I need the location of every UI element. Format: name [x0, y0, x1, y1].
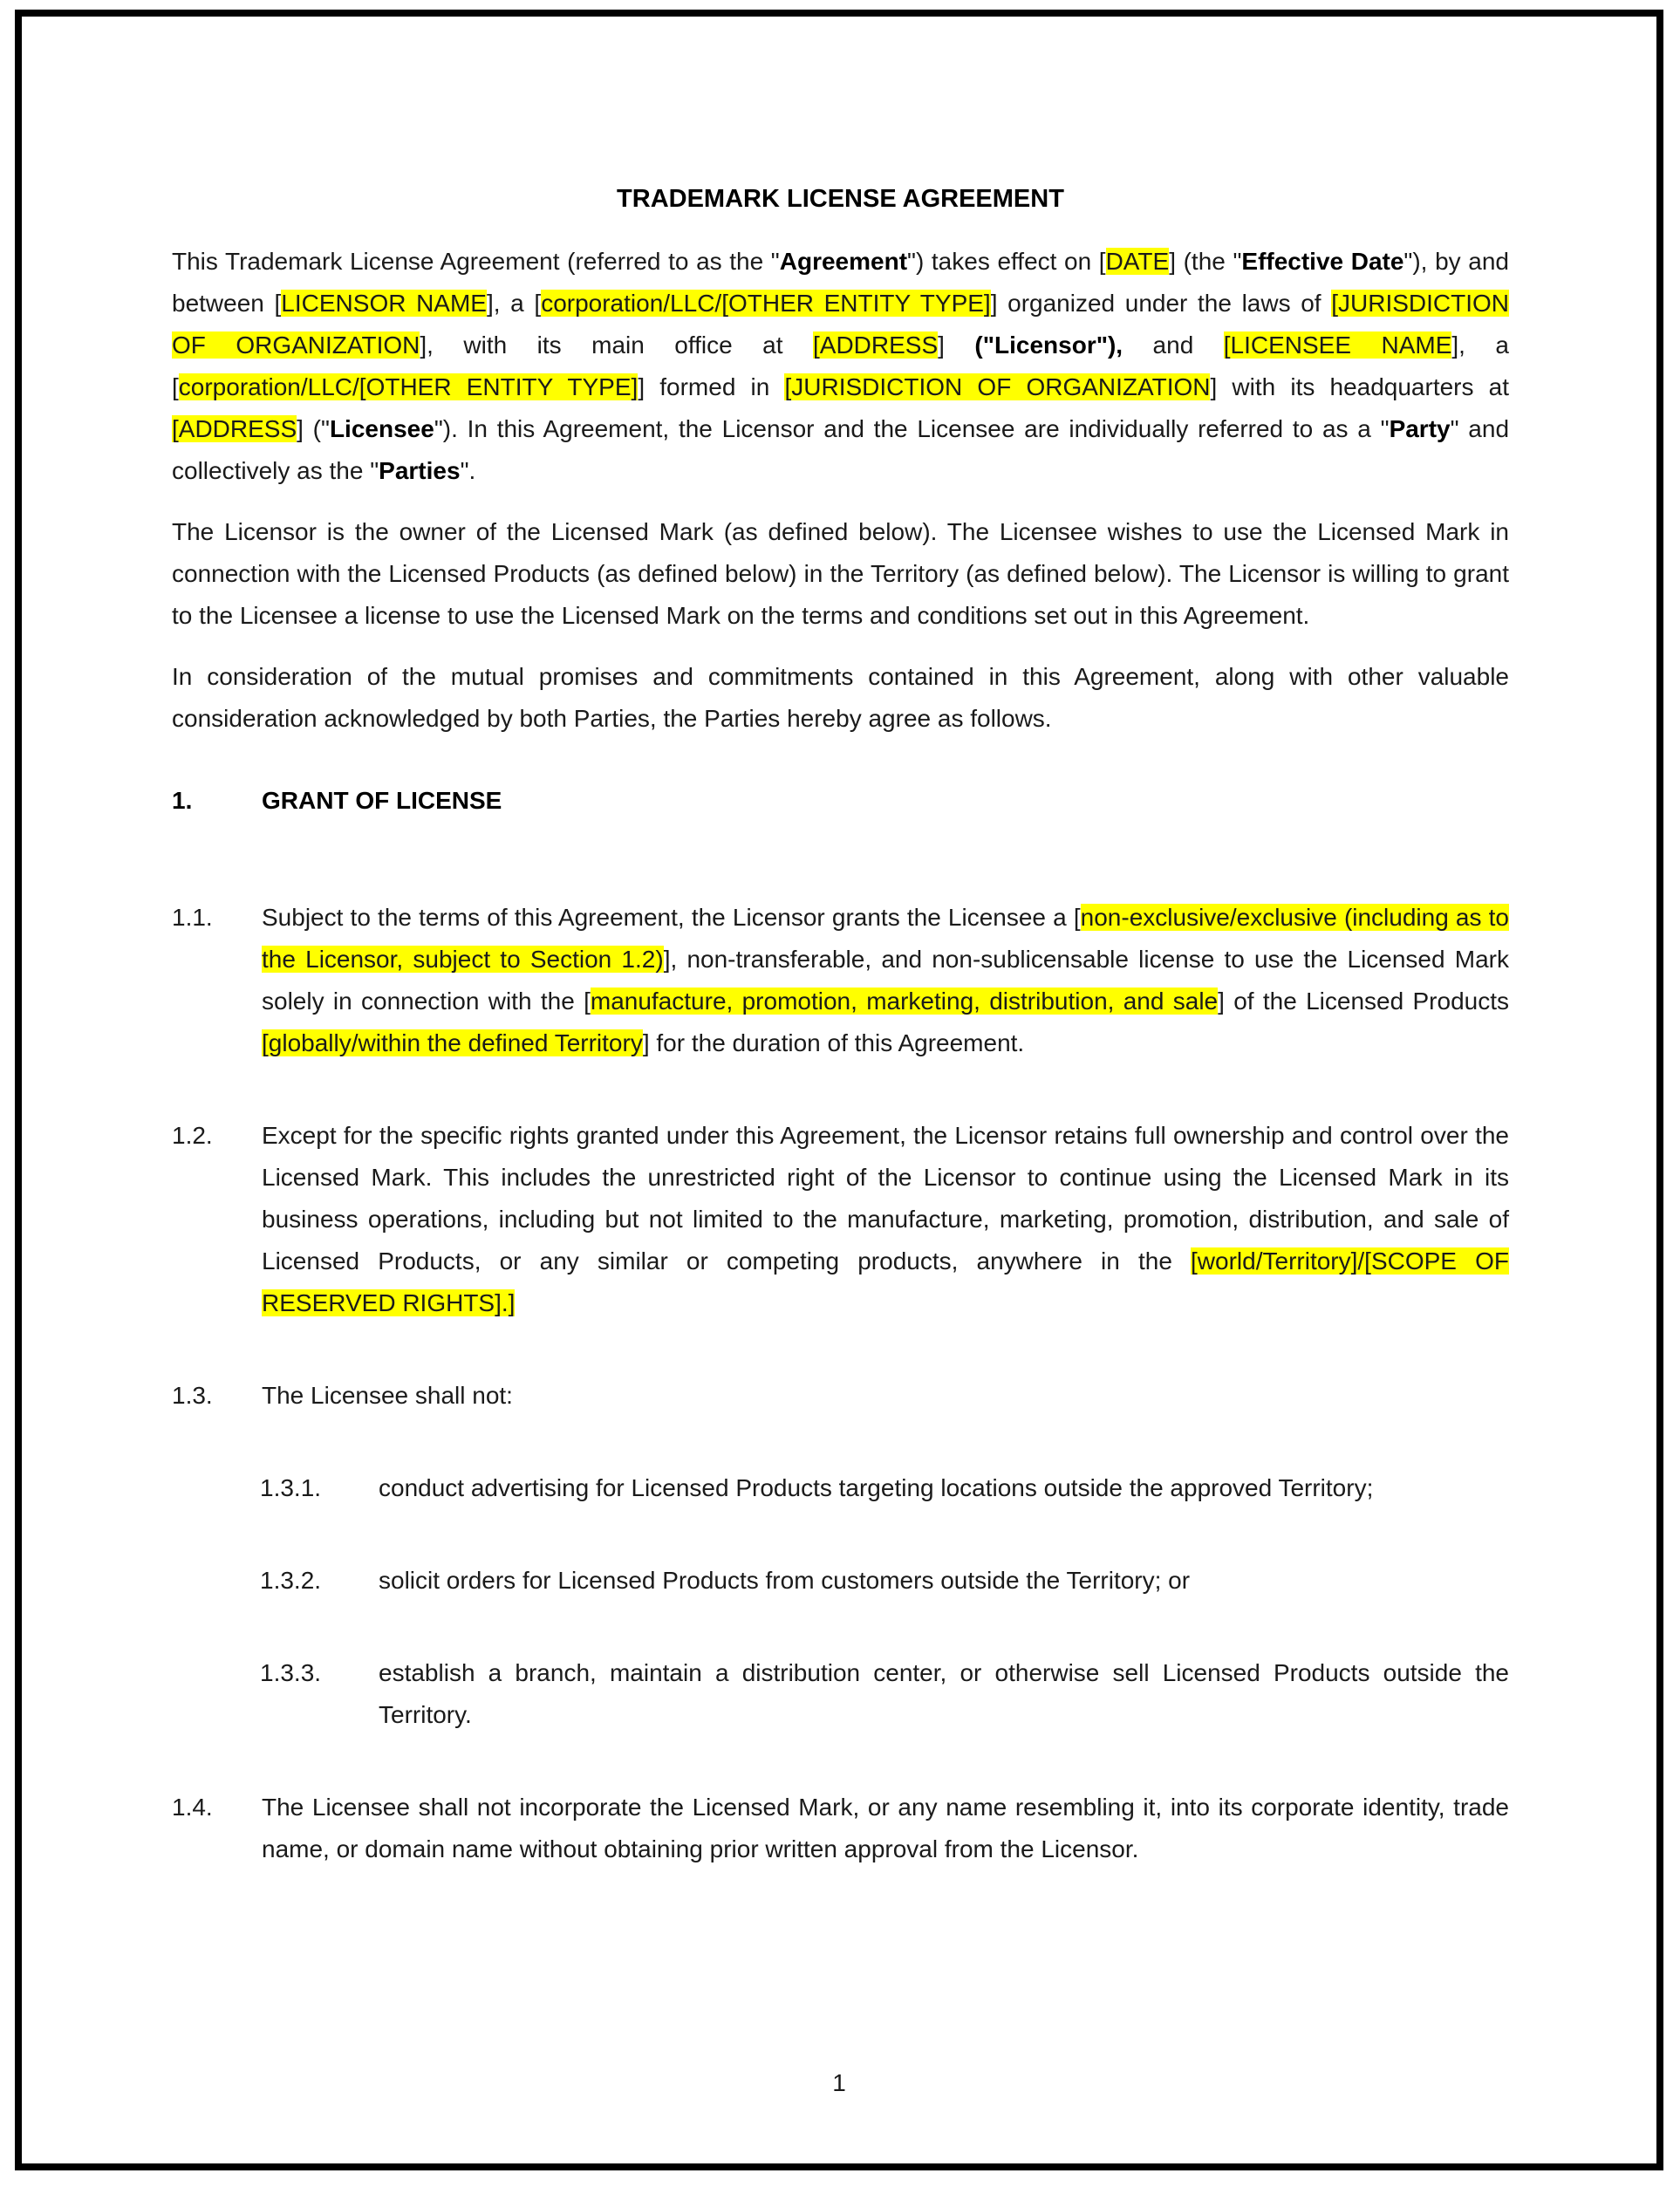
text-run: ], non-transferable, and non-sublicensable license to use the Licensed Mark solely in connection with the [	[262, 946, 1509, 1015]
text-run: ], a [	[486, 290, 542, 317]
placeholder-highlight: DATE	[1105, 248, 1170, 275]
text-run: " and collectively as the "	[172, 415, 1510, 484]
text-run: conduct advertising for Licensed Products targeting locations outside the approved Territory;	[379, 1474, 1374, 1501]
section-1-2-text	[262, 1115, 1509, 1324]
defined-term: Effective Date	[1241, 248, 1404, 275]
intro-paragraph-3	[172, 656, 1509, 740]
section-1-3-3-text	[379, 1652, 1509, 1736]
section-1-4	[172, 1787, 1509, 1870]
defined-term: Parties	[379, 457, 461, 484]
text-run: ") takes effect on [	[907, 248, 1106, 275]
section-heading-grant-of-license	[172, 780, 1509, 822]
text-run: Except for the specific rights granted under this Agreement, the Licensor retains full ownership and control over the Licensed Mark. This includes the unrestricted right of the Licensor to continue using the Licensed Mark in its business operations, including but not limited to the manufacture, marketing, promotion, distribution, and sale of Licensed Products, or any similar or competing products, anywhere in the	[262, 1122, 1509, 1275]
text-run: ], with its main office at	[420, 331, 813, 359]
section-1-3-1-text	[379, 1467, 1509, 1509]
placeholder-highlight: [world/Territory]/[SCOPE OF RESERVED RIGHTS].]	[262, 1247, 1509, 1316]
text-run: "). In this Agreement, the Licensor and the Licensee are individually referred to as a "	[434, 415, 1390, 442]
section-1-3-1-number: 1.3.1.	[260, 1474, 322, 1501]
section-1-1	[172, 897, 1509, 1064]
placeholder-highlight: manufacture, promotion, marketing, distribution, and sale	[590, 988, 1219, 1015]
text-run: ] formed in	[638, 373, 785, 400]
section-1-3-number: 1.3.	[172, 1382, 213, 1409]
text-run: In consideration of the mutual promises and commitments contained in this Agreement, along with other valuable consideration acknowledged by both Parties, the Parties hereby agree as follows.	[172, 663, 1509, 732]
section-1-2-number: 1.2.	[172, 1122, 213, 1149]
defined-term: Agreement	[779, 248, 908, 275]
section-1-1-number: 1.1.	[172, 904, 213, 931]
text-run: This Trademark License Agreement (referred to as the "	[172, 248, 780, 275]
intro-paragraph-1	[172, 241, 1509, 492]
text-run: ] ("	[297, 415, 330, 442]
placeholder-highlight: non-exclusive/exclusive (including as to the Licensor, subject to Section 1.2)	[262, 904, 1510, 973]
section-1-3-1	[172, 1467, 1509, 1509]
intro-paragraph-2	[172, 511, 1509, 637]
page-content	[22, 17, 1656, 1870]
placeholder-highlight: [ADDRESS	[172, 415, 297, 442]
section-1-3-text	[262, 1375, 1509, 1417]
text-run: ".	[460, 457, 476, 484]
text-run: "), by and between [	[172, 248, 1509, 317]
text-run: establish a branch, maintain a distribution center, or otherwise sell Licensed Products outside the Territory.	[379, 1659, 1509, 1728]
section-1-2	[172, 1115, 1509, 1324]
section-1-3-2-text	[379, 1560, 1509, 1602]
placeholder-highlight: corporation/LLC/[OTHER ENTITY TYPE]	[541, 290, 991, 317]
section-heading-label: GRANT OF LICENSE	[262, 787, 502, 814]
document-page	[15, 10, 1663, 2170]
text-run: ] of the Licensed Products	[1218, 988, 1509, 1015]
page-number: 1	[832, 2069, 846, 2096]
placeholder-highlight: [JURISDICTION OF ORGANIZATION	[172, 290, 1510, 359]
text-run: ] with its headquarters at	[1210, 373, 1509, 400]
placeholder-highlight: corporation/LLC/[OTHER ENTITY TYPE]	[178, 373, 639, 400]
section-1-3-2	[172, 1560, 1509, 1602]
section-1-3-3-number: 1.3.3.	[260, 1659, 322, 1686]
section-heading-number: 1.	[172, 787, 193, 814]
text-run: The Licensor is the owner of the Licensed Mark (as defined below). The Licensee wishes to use the Licensed Mark in connection with the Licensed Products (as defined below) in the Territory (as defined below). The Licensor is willing to grant to the Licensee a license to use the Licensed Mark on the terms and conditions set out in this Agreement.	[172, 518, 1509, 629]
defined-term: Party	[1389, 415, 1451, 442]
text-run: The Licensee shall not incorporate the Licensed Mark, or any name resembling it, into its corporate identity, trade name, or domain name without obtaining prior written approval from the Licensor.	[262, 1794, 1509, 1862]
section-1-1-text	[262, 897, 1509, 1064]
text-run: ] for the duration of this Agreement.	[642, 1029, 1025, 1056]
section-1-3-3	[172, 1652, 1509, 1736]
text-run: The Licensee shall not:	[262, 1382, 513, 1409]
text-run: ]	[938, 331, 975, 359]
defined-term: ("Licensor"),	[974, 331, 1123, 359]
placeholder-highlight: LICENSOR NAME	[281, 290, 487, 317]
text-run: ] organized under the laws of	[990, 290, 1332, 317]
text-run: Subject to the terms of this Agreement, the Licensor grants the Licensee a [	[262, 904, 1081, 931]
placeholder-highlight: [LICENSEE NAME	[1223, 331, 1452, 359]
placeholder-highlight: [JURISDICTION OF ORGANIZATION	[784, 373, 1211, 400]
document-title: TRADEMARK LICENSE AGREEMENT	[617, 185, 1064, 213]
text-run: and	[1123, 331, 1224, 359]
section-1-3	[172, 1375, 1509, 1417]
section-1-4-number: 1.4.	[172, 1794, 213, 1821]
text-run: solicit orders for Licensed Products from customers outside the Territory; or	[379, 1567, 1191, 1594]
text-run: ] (the "	[1169, 248, 1242, 275]
section-1-4-text	[262, 1787, 1509, 1870]
defined-term: Licensee	[329, 415, 434, 442]
placeholder-highlight: [ADDRESS	[813, 331, 939, 359]
text-run: ], a [	[172, 331, 1509, 400]
section-1-3-2-number: 1.3.2.	[260, 1567, 322, 1594]
placeholder-highlight: [globally/within the defined Territory	[262, 1029, 643, 1056]
